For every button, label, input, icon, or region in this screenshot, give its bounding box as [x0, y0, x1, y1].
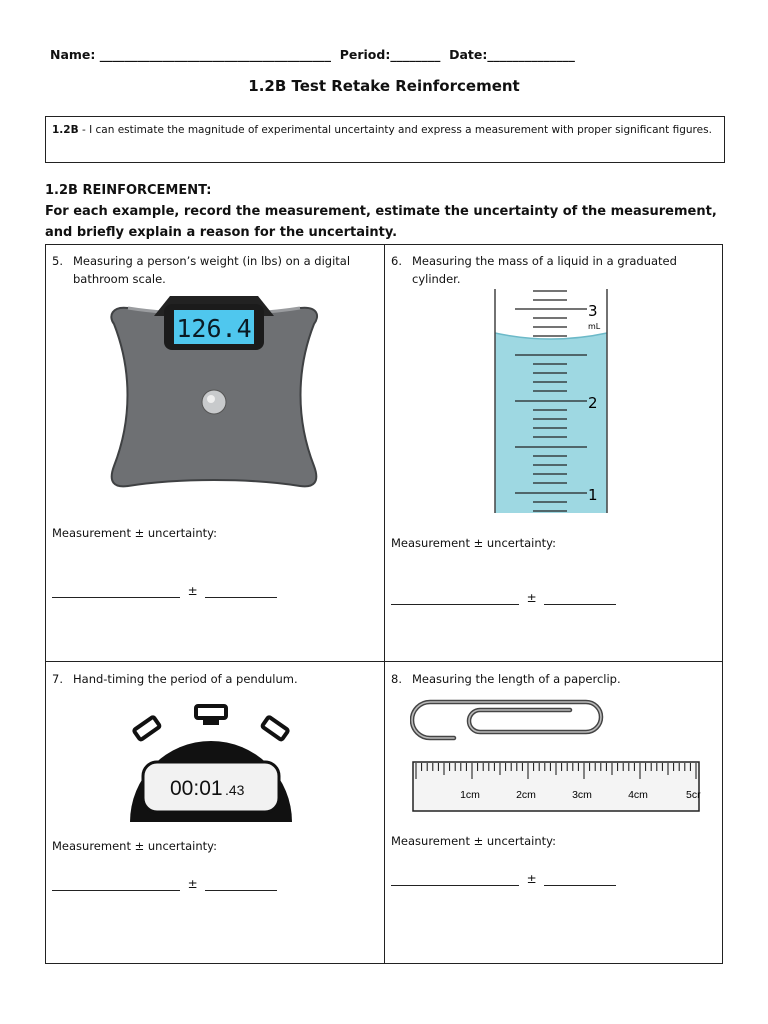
standard-code: 1.2B: [52, 124, 79, 136]
question-number: 6.: [391, 254, 402, 268]
reinforcement-heading: 1.2B REINFORCEMENT:: [45, 183, 212, 198]
grid-divider-vertical: [384, 245, 385, 963]
question-5: [52, 252, 380, 288]
page-title: 1.2B Test Retake Reinforcement: [248, 77, 520, 95]
stopwatch-crown: [196, 706, 226, 718]
answer-blank[interactable]: [52, 584, 277, 598]
reinforcement-instructions: For each example, record the measurement, estimate the uncertainty of the measurement, and briefly explain a reason for the uncertainty.: [45, 204, 717, 240]
plus-minus: ±: [187, 877, 198, 891]
measurement-label: Measurement ± uncertainty:: [52, 839, 217, 853]
ruler-label-2cm: 2cm: [516, 789, 536, 801]
cylinder-unit: mL: [588, 322, 601, 331]
stopwatch-left-button: [134, 717, 161, 741]
period-field[interactable]: Period:________: [339, 47, 441, 62]
question-6: [391, 252, 719, 288]
paperclip-image: [410, 694, 606, 742]
grid-divider-horizontal: [46, 661, 722, 662]
reinforcement-section: [45, 180, 735, 243]
measurement-label: Measurement ± uncertainty:: [391, 834, 556, 848]
question-text: Hand-timing the period of a pendulum.: [73, 672, 298, 686]
question-number: 5.: [52, 254, 63, 268]
ruler-label-1cm: 1cm: [460, 789, 480, 801]
cylinder-label-2: 2: [588, 394, 598, 412]
ruler-label-5cm: 5cr: [686, 789, 701, 801]
question-7: [52, 670, 380, 688]
scale-button-shine: [207, 395, 215, 403]
question-8: [391, 670, 719, 688]
scale-button: [202, 390, 226, 414]
stopwatch-image: [126, 704, 296, 822]
standard-box: [45, 116, 725, 163]
plus-minus: ±: [187, 584, 198, 598]
bathroom-scale-image: [108, 290, 320, 502]
question-number: 7.: [52, 672, 63, 686]
measurement-label: Measurement ± uncertainty:: [391, 536, 556, 550]
date-field[interactable]: Date:______________: [449, 47, 575, 62]
header-fields: [50, 47, 575, 62]
question-text: Measuring the length of a paperclip.: [412, 672, 621, 686]
stopwatch-hundredths: .43: [225, 782, 245, 798]
answer-blank[interactable]: [391, 591, 616, 605]
answer-blank[interactable]: [52, 877, 277, 891]
plus-minus: ±: [526, 591, 537, 605]
measurement-label: Measurement ± uncertainty:: [52, 526, 217, 540]
stopwatch-time: 00:01: [170, 777, 223, 800]
cylinder-label-3: 3: [588, 302, 598, 320]
answer-blank[interactable]: [391, 872, 616, 886]
stopwatch-stem: [203, 717, 219, 725]
paperclip-shine: [412, 702, 601, 738]
standard-text: - I can estimate the magnitude of experimental uncertainty and express a measurement with proper significant figures.: [78, 124, 712, 136]
ruler-image: [412, 761, 701, 813]
ruler-label-4cm: 4cm: [628, 789, 648, 801]
cylinder-label-1: 1: [588, 486, 598, 504]
question-grid: [45, 244, 723, 964]
question-text: Measuring the mass of a liquid in a graduated cylinder.: [412, 254, 677, 286]
ruler-label-3cm: 3cm: [572, 789, 592, 801]
plus-minus: ±: [526, 872, 537, 886]
name-field[interactable]: Name: _____________________________________: [50, 47, 331, 62]
question-number: 8.: [391, 672, 402, 686]
scale-readout: 126.4: [176, 314, 252, 343]
stopwatch-right-button: [262, 717, 289, 741]
graduated-cylinder-image: [493, 289, 613, 515]
question-text: Measuring a person’s weight (in lbs) on a digital bathroom scale.: [73, 254, 351, 286]
